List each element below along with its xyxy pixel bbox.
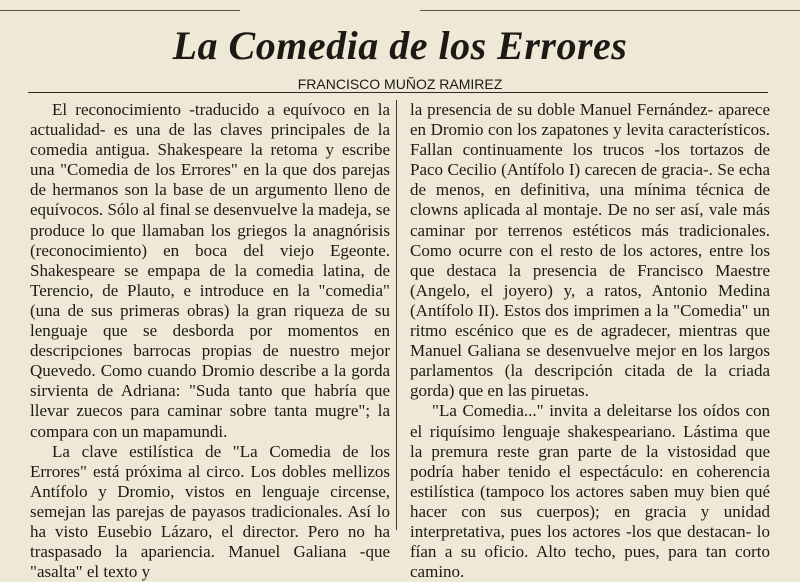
article-title: La Comedia de los Errores [172,23,628,68]
right-column [410,100,770,582]
article-author: FRANCISCO MUÑOZ RAMIREZ [297,76,503,92]
right-paragraph-2: "La Comedia..." invita a deleitarse los oídos con el riquísimo lenguaje shakespeariano. Lástima que la premura reste gran parte de la vistosidad que podría haber tenido el espectáculo: en coherencia estilística (tampoco los actores saben muy bien qué hacer con sus cuerpos); en gracia y unidad interpretativa, pues los actores -los que destacan- lo fían a su oficio. Alto techo, pues, para tan corto camino. [410,401,770,582]
byline-rule [28,92,768,93]
column-divider [396,100,397,530]
left-column [30,100,390,582]
top-rule-left [0,10,240,11]
right-paragraph-1: la presencia de su doble Manuel Fernández- aparece en Dromio con los zapatones y levita característicos. Fallan continuamente los trucos -los tortazos de Paco Cecilio (Antífolo I) carecen de gracia-. Se echa de menos, en definitiva, una mínima técnica de clowns aplicada al montaje. De no ser así, vale más caminar por terrenos estéticos más tradicionales. Como ocurre con el resto de los actores, entre los que destaca la presencia de Francisco Maestre (Angelo, el joyero) y, a ratos, Antonio Medina (Antífolo II). Estos dos imprimen a la "Comedia" un ritmo escénico que es de agradecer, mientras que Manuel Galiana se desenvuelve mejor en los largos parlamentos (la descripción citada de la criada gorda) que en las piruetas. [410,100,770,401]
left-paragraph-1: El reconocimiento -traducido a equívoco en la actualidad- es una de las claves principales de la comedia antigua. Shakespeare la retoma y escribe una "Comedia de los Errores" en la que dos parejas de hermanos son la base de un argumento lleno de equívocos. Sólo al final se desenvuelve la madeja, se produce lo que llamaban los griegos la anagnórisis (reconocimiento) en boca del viejo Egeonte. Shakespeare se empapa de la comedia latina, de Terencio, de Plauto, e introduce en la "comedia" (una de sus primeras obras) la gran riqueza de su lenguaje que se desborda por momentos en descripciones barrocas propias de nuestro mejor Quevedo. Como cuando Dromio describe a la gorda sirvienta de Adriana: "Suda tanto que habría que llevar zuecos para caminar sobre tanta mugre"; la compara con un mapamundi. [30,100,390,441]
top-rule-right [420,10,800,11]
left-paragraph-2: La clave estilística de "La Comedia de los Errores" está próxima al circo. Los dobles mellizos Antífolo y Dromio, vistos en lenguaje circense, semejan las parejas de payasos tradicionales. Así lo ha visto Eusebio Lázaro, el director. Pero no ha traspasado la apariencia. Manuel Galiana -que "asalta" el texto y [30,441,390,582]
